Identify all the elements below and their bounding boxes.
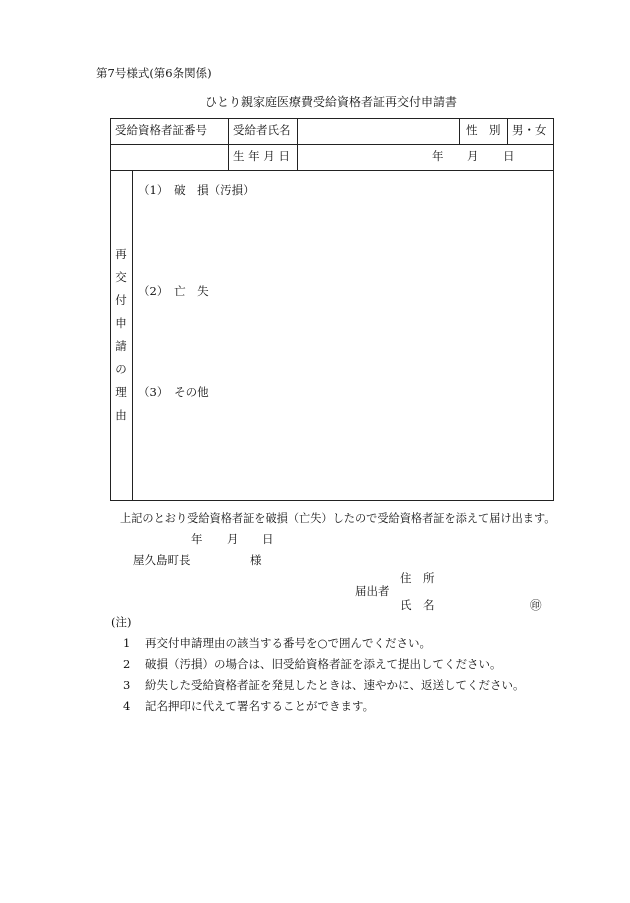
reason-label-char: 付 [115, 293, 127, 307]
table-row-divider [110, 170, 553, 171]
note-text: 再交付申請理由の該当する番号を○で囲んでください。 [145, 636, 432, 650]
reason-label [110, 243, 132, 427]
note-number: 1 [123, 636, 131, 650]
birth-month-unit: 月 [467, 149, 479, 163]
cert-number-label: 受給資格者証番号 [115, 123, 207, 137]
date-day-unit: 日 [262, 532, 274, 546]
applicant-label: 届出者 [355, 584, 390, 598]
date-month-unit: 月 [227, 532, 239, 546]
table-col-divider [297, 118, 298, 170]
reason-label-char: 由 [115, 408, 127, 422]
sex-value: 男・女 [512, 123, 547, 137]
note-text: 紛失した受給資格者証を発見したときは、速やかに、返送してください。 [145, 678, 525, 692]
addressee-name: 屋久島町長 [133, 553, 191, 567]
note-text: 記名押印に代えて署名することができます。 [145, 699, 375, 713]
birth-date-label: 生 年 月 日 [233, 149, 290, 163]
table-border-bottom [110, 500, 553, 501]
reason-option-damage[interactable]: （1） 破 損（汚損） [138, 183, 255, 197]
notes-heading: (注) [111, 615, 132, 629]
statement: 上記のとおり受給資格者証を破損（亡失）したので受給資格者証を添えて届け出ます。 [120, 512, 556, 525]
birth-year-unit: 年 [432, 149, 444, 163]
addressee-honorific: 様 [250, 553, 262, 567]
reason-label-divider [132, 170, 133, 500]
birth-day-unit: 日 [503, 149, 515, 163]
seal-mark: ㊞ [530, 598, 542, 612]
reason-option-loss[interactable]: （2） 亡 失 [138, 284, 209, 298]
table-border-right [553, 118, 554, 501]
date-year-unit: 年 [191, 532, 203, 546]
sex-label: 性 別 [466, 123, 501, 137]
reason-label-char: の [115, 362, 127, 376]
recipient-name-label: 受給者氏名 [233, 123, 291, 137]
table-border-top [110, 118, 553, 119]
reason-label-char: 申 [115, 316, 127, 330]
form-number: 第7号様式(第6条関係) [96, 66, 212, 80]
note-number: 2 [123, 657, 131, 671]
table-col-divider [228, 118, 229, 170]
reason-option-other[interactable]: （3） その他 [138, 385, 209, 399]
applicant-name-label: 氏 名 [400, 598, 435, 612]
reason-label-char: 再 [115, 247, 127, 261]
note-text: 破損（汚損）の場合は、旧受給資格者証を添えて提出してください。 [145, 657, 502, 671]
reason-label-char: 理 [115, 385, 127, 399]
table-col-divider [459, 118, 460, 144]
note-number: 3 [123, 678, 131, 692]
reason-label-char: 請 [115, 339, 127, 353]
reason-label-char: 交 [115, 270, 127, 284]
table-col-divider [507, 118, 508, 144]
page-title: ひとり親家庭医療費受給資格者証再交付申請書 [205, 95, 458, 109]
table-row-divider [110, 144, 553, 145]
note-number: 4 [123, 699, 131, 713]
applicant-address-label: 住 所 [400, 571, 435, 585]
